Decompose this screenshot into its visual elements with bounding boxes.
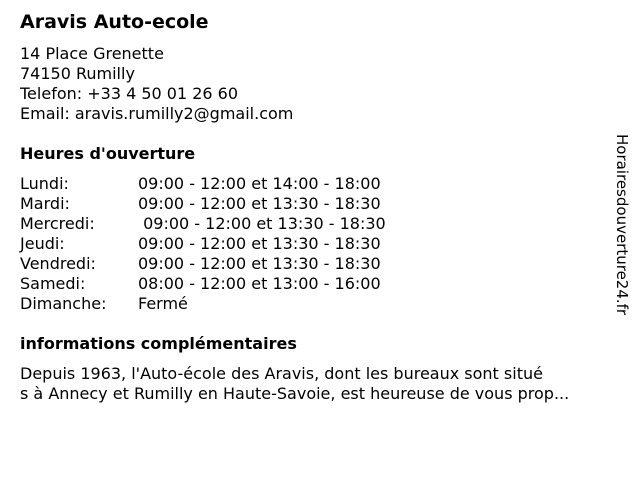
business-name: Aravis Auto-ecole — [20, 11, 209, 33]
hours-day: Vendredi: — [20, 254, 96, 273]
hours-heading: Heures d'ouverture — [20, 144, 196, 163]
hours-time: 09:00 - 12:00 et 13:30 - 18:30 — [138, 194, 381, 213]
hours-time: 09:00 - 12:00 et 14:00 - 18:00 — [138, 174, 381, 193]
address-street: 14 Place Grenette — [20, 44, 164, 63]
business-contact — [20, 44, 293, 124]
description-line: Depuis 1963, l'Auto-école des Aravis, dont les bureaux sont situé — [20, 364, 543, 383]
description-line: s à Annecy et Rumilly en Haute-Savoie, est heureuse de vous prop... — [20, 384, 570, 403]
hours-time: 09:00 - 12:00 et 13:30 - 18:30 — [138, 234, 381, 253]
business-description — [20, 364, 620, 404]
hours-day: Mardi: — [20, 194, 70, 213]
hours-day: Lundi: — [20, 174, 69, 193]
site-watermark: Horairesdouverture24.fr — [613, 134, 631, 316]
phone-number: Telefon: +33 4 50 01 26 60 — [20, 84, 239, 103]
hours-day: Mercredi: — [20, 214, 95, 233]
hours-time: 09:00 - 12:00 et 13:30 - 18:30 — [138, 254, 381, 273]
email-address: Email: aravis.rumilly2@gmail.com — [20, 104, 294, 123]
hours-day: Dimanche: — [20, 294, 107, 313]
hours-day: Samedi: — [20, 274, 86, 293]
hours-time: Fermé — [138, 294, 188, 313]
hours-time: 08:00 - 12:00 et 13:00 - 16:00 — [138, 274, 381, 293]
info-heading: informations complémentaires — [20, 334, 297, 353]
hours-day: Jeudi: — [20, 234, 65, 253]
hours-time: 09:00 - 12:00 et 13:30 - 18:30 — [138, 214, 386, 233]
address-city: 74150 Rumilly — [20, 64, 135, 83]
